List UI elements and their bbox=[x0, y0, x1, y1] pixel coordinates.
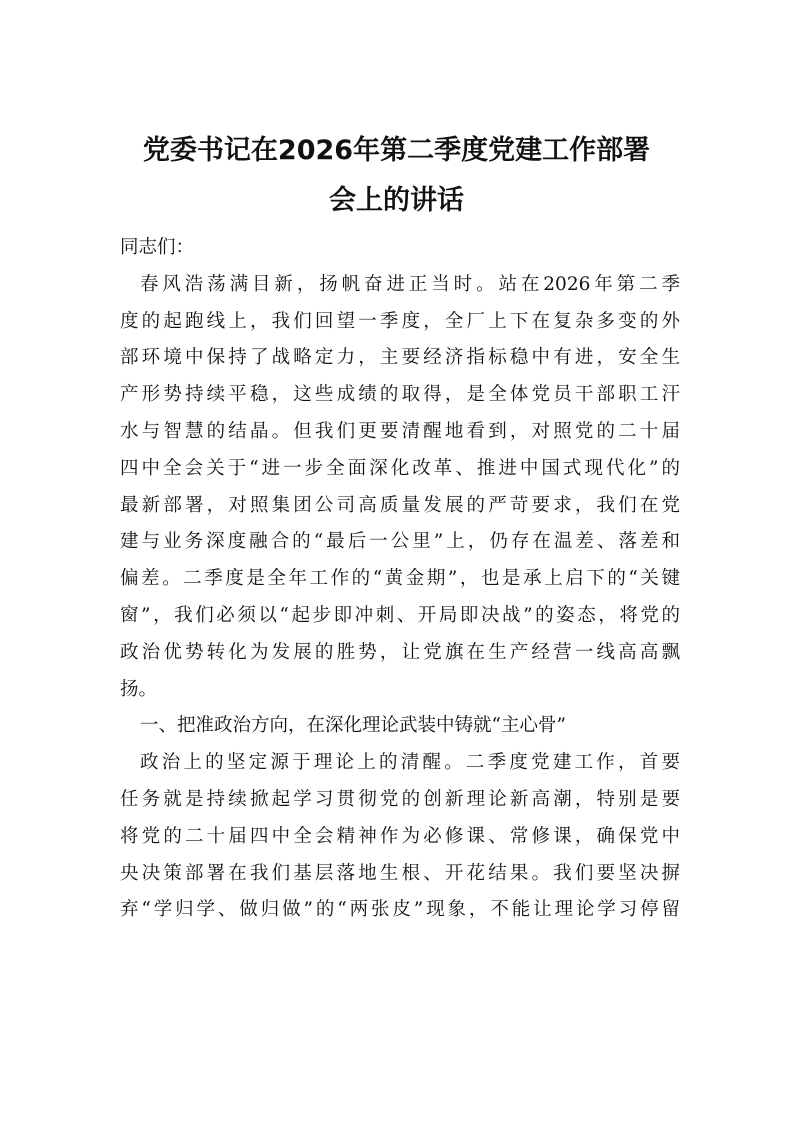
paragraph-line: 弃“学归学、做归做”的“两张皮”现象，不能让理论学习停留 bbox=[120, 899, 680, 921]
salutation: 同志们： bbox=[120, 237, 195, 258]
paragraph-line: 水与智慧的结晶。但我们更要清醒地看到，对照党的二十届 bbox=[120, 420, 680, 442]
section-heading: 一、把准政治方向，在深化理论武装中铸就“主心骨” bbox=[140, 715, 566, 737]
paragraph-line: 将党的二十届四中全会精神作为必修课、常修课，确保党中 bbox=[120, 825, 680, 847]
paragraph-line: 窗”，我们必须以“起步即冲刺、开局即决战”的姿态，将党的 bbox=[120, 604, 680, 626]
paragraph-line: 最新部署，对照集团公司高质量发展的严苛要求，我们在党 bbox=[120, 494, 680, 516]
paragraph-line: 春风浩荡满目新，扬帆奋进正当时。站在2026年第二季 bbox=[140, 273, 680, 295]
paragraph-line: 偏差。二季度是全年工作的“黄金期”，也是承上启下的“关键 bbox=[120, 568, 680, 590]
paragraph-line: 四中全会关于“进一步全面深化改革、推进中国式现代化”的 bbox=[120, 457, 680, 479]
document-body bbox=[120, 230, 680, 929]
paragraph-line: 度的起跑线上，我们回望一季度，全厂上下在复杂多变的外 bbox=[120, 310, 680, 332]
paragraph-line: 产形势持续平稳，这些成绩的取得，是全体党员干部职工汗 bbox=[120, 384, 680, 406]
paragraph-line: 任务就是持续掀起学习贯彻党的创新理论新高潮，特别是要 bbox=[120, 788, 680, 810]
paragraph-line: 政治优势转化为发展的胜势，让党旗在生产经营一线高高飘 bbox=[120, 641, 680, 663]
paragraph-line: 建与业务深度融合的“最后一公里”上，仍存在温差、落差和 bbox=[120, 531, 680, 553]
paragraph-line: 扬。 bbox=[120, 678, 158, 700]
paragraph-line: 政治上的坚定源于理论上的清醒。二季度党建工作，首要 bbox=[140, 752, 680, 774]
paragraph-line: 部环境中保持了战略定力，主要经济指标稳中有进，安全生 bbox=[120, 347, 680, 369]
document-title-line-2: 会上的讲话 bbox=[329, 185, 464, 216]
paragraph-line: 央决策部署在我们基层落地生根、开花结果。我们要坚决摒 bbox=[120, 862, 680, 884]
document-title-line-1: 党委书记在2026年第二季度党建工作部署 bbox=[142, 135, 651, 166]
